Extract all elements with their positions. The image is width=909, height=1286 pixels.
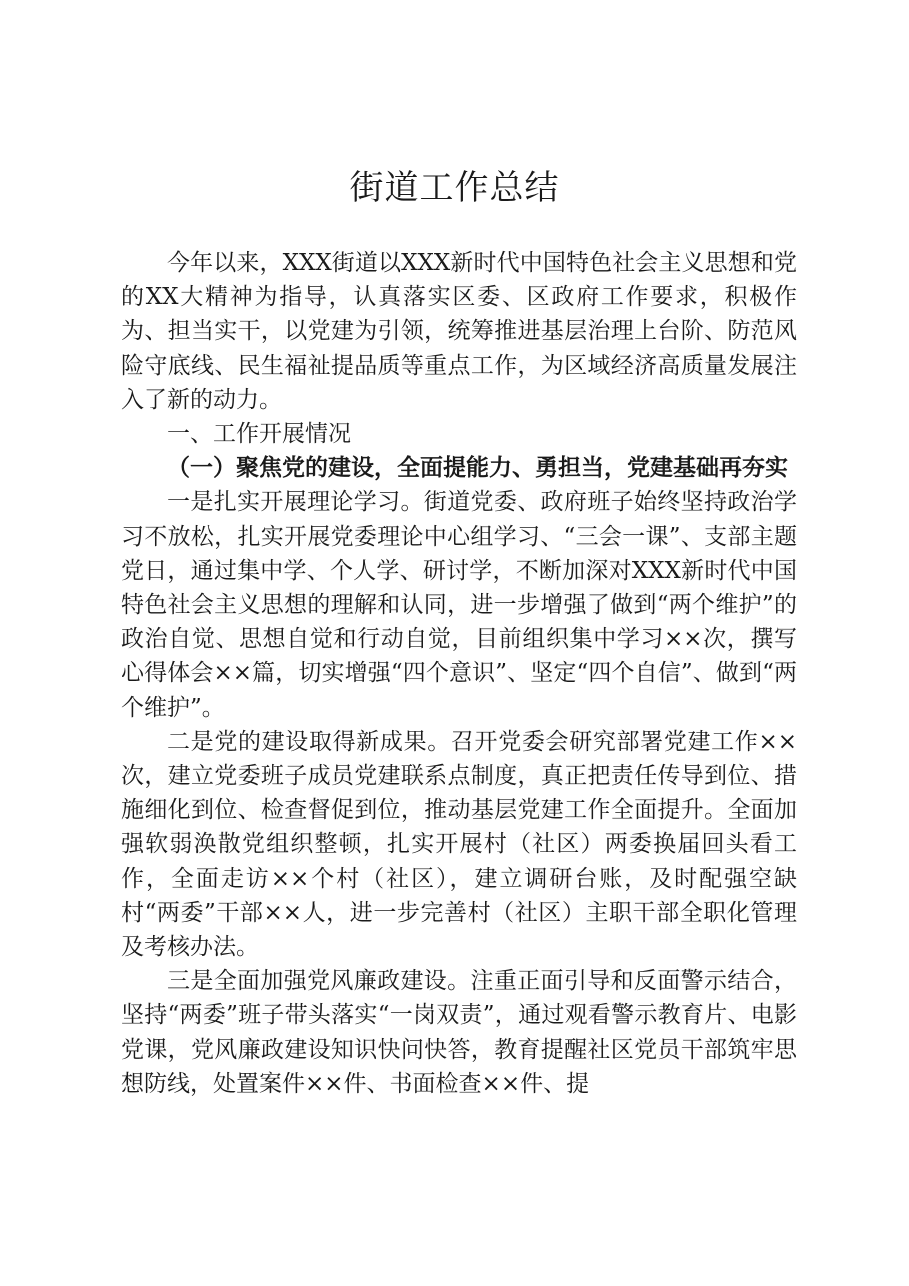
subsection-heading: （一）聚焦党的建设，全面提能力、勇担当，党建基础再夯实 (167, 454, 788, 482)
paragraph-theory-study: 一是扎实开展理论学习。街道党委、政府班子始终坚持政治学习不放松，扎实开展党委理论中心组学习、“三会一课”、支部主题党日，通过集中学、个人学、研讨学，不断加深对XXX新时代中国特色社会主义思想的理解和认同，进一步增强了做到“两个维护”的政治自觉、思想自觉和行动自觉，目前组织集中学习××次，撰写心得体会××篇，切实增强“四个意识”、坚定“四个自信”、做到“两个维护”。 (121, 489, 797, 721)
section-heading: 一、工作开展情况 (167, 421, 351, 448)
intro-paragraph: 今年以来，XXX街道以XXX新时代中国特色社会主义思想和党的XX大精神为指导，认真落实区委、区政府工作要求，积极作为、担当实干，以党建为引领，统筹推进基层治理上台阶、防范风险守底线、民生福祉提品质等重点工作，为区域经济高质量发展注入了新的动力。 (121, 250, 797, 413)
document-body (121, 246, 797, 1101)
paragraph-party-building: 二是党的建设取得新成果。召开党委会研究部署党建工作××次，建立党委班子成员党建联系点制度，真正把责任传导到位、措施细化到位、检查督促到位，推动基层党建工作全面提升。全面加强软弱涣散党组织整顿，扎实开展村（社区）两委换届回头看工作，全面走访××个村（社区），建立调研台账，及时配强空缺村“两委”干部××人，进一步完善村（社区）主职干部全职化管理及考核办法。 (121, 728, 797, 961)
document-title: 街道工作总结 (349, 168, 560, 208)
paragraph-integrity-building: 三是全面加强党风廉政建设。注重正面引导和反面警示结合，坚持“两委”班子带头落实“一岗双责”，通过观看警示教育片、电影党课，党风廉政建设知识快问快答，教育提醒社区党员干部筑牢思想防线，处置案件××件、书面检查××件、提 (121, 968, 797, 1097)
